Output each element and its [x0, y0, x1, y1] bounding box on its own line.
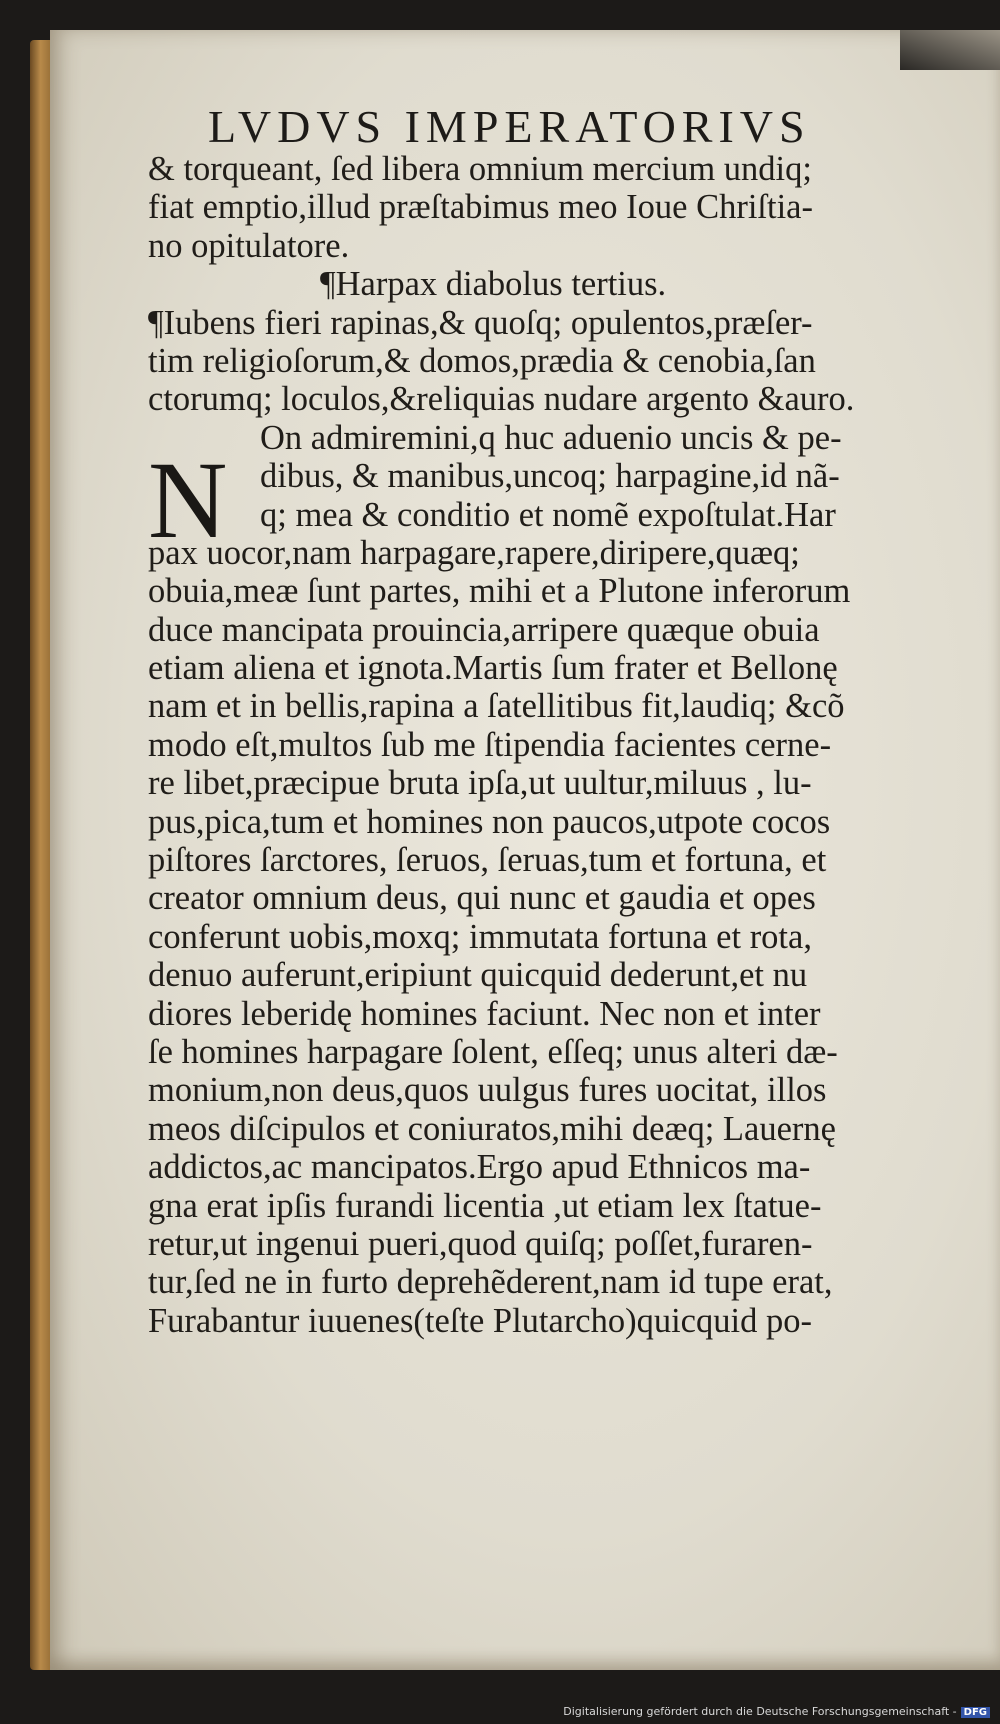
- text-line: dibus, & manibus,uncoq; harpagine,id nã-: [260, 457, 840, 496]
- text-line: & torqueant, ſed libera omnium mercium undiq;: [148, 150, 812, 188]
- text-line: meos diſcipulos et coniuratos,mihi deæq; Lauernę: [148, 1109, 836, 1148]
- text-line: denuo auferunt,eripiunt quicquid dederunt,et nu: [148, 956, 808, 995]
- text-line: nam et in bellis,rapina a ſatellitibus fit,laudiq; &cõ: [148, 687, 845, 726]
- decorated-initial: N: [148, 439, 228, 561]
- text-line: tur,ſed ne in furto deprehẽderent,nam id tupe erat,: [148, 1263, 833, 1302]
- text-line: gna erat ipſis furandi licentia ,ut etiam lex ſtatue-: [148, 1186, 822, 1225]
- digitization-credit: [563, 1705, 990, 1718]
- section-heading: ¶Harpax diabolus tertius.: [320, 265, 667, 304]
- text-line: tim religioſorum,& domos,prædia & cenobia,ſan: [148, 341, 816, 380]
- text-line: etiam aliena et ignota.Martis ſum frater et Bellonę: [148, 649, 838, 688]
- text-line: duce mancipata prouincia,arripere quæque obuia: [148, 610, 820, 649]
- text-line: creator omnium deus, qui nunc et gaudia et opes: [148, 879, 816, 918]
- body-text: [148, 150, 968, 1340]
- dfg-logo: DFG: [961, 1707, 990, 1718]
- text-line: q; mea & conditio et nomẽ expoſtulat.Har: [260, 495, 836, 534]
- text-line: fiat emptio,illud præſtabimus meo Ioue Chriſtia-: [148, 188, 813, 227]
- text-line: pax uocor,nam harpagare,rapere,diripere,quæq;: [148, 533, 800, 572]
- text-line: ¶Iubens fieri rapinas,& quoſq; opulentos,præſer-: [148, 303, 813, 342]
- text-line: ctorumq; loculos,&reliquias nudare argento &auro.: [148, 380, 855, 419]
- text-line: no opitulatore.: [148, 226, 350, 265]
- text-line: monium,non deus,quos uulgus fures uocitat, illos: [148, 1071, 827, 1110]
- text-line: conferunt uobis,moxq; immutata fortuna et rota,: [148, 917, 812, 956]
- text-line: obuia,meæ ſunt partes, mihi et a Plutone inferorum: [148, 572, 851, 611]
- text-line: modo eſt,multos ſub me ſtipendia facientes cerne-: [148, 725, 832, 764]
- page-corner: [900, 30, 1000, 70]
- credit-text: Digitalisierung gefördert durch die Deutsche Forschungsgemeinschaft -: [563, 1705, 957, 1718]
- text-line: pus,pica,tum et homines non paucos,utpote cocos: [148, 802, 831, 841]
- text-line: addictos,ac mancipatos.Ergo apud Ethnicos ma-: [148, 1148, 811, 1187]
- text-line: diores leberidę homines faciunt. Nec non et inter: [148, 994, 821, 1033]
- text-line: piſtores ſarctores, ſeruos, ſeruas,tum et fortuna, et: [148, 841, 827, 880]
- text-line: Furabantur iuuenes(teſte Plutarcho)quicquid po-: [148, 1301, 812, 1340]
- text-line: retur,ut ingenui pueri,quod quiſq; poſſet,furaren-: [148, 1224, 813, 1263]
- text-line: On admiremini,q huc aduenio uncis & pe-: [260, 418, 842, 457]
- text-line: ſe homines harpagare ſolent, eſſeq; unus alteri dæ-: [148, 1032, 838, 1071]
- running-head: LVDVS IMPERATORIVS: [208, 101, 811, 152]
- text-line: re libet,præcipue bruta ipſa,ut uultur,miluus , lu-: [148, 764, 812, 803]
